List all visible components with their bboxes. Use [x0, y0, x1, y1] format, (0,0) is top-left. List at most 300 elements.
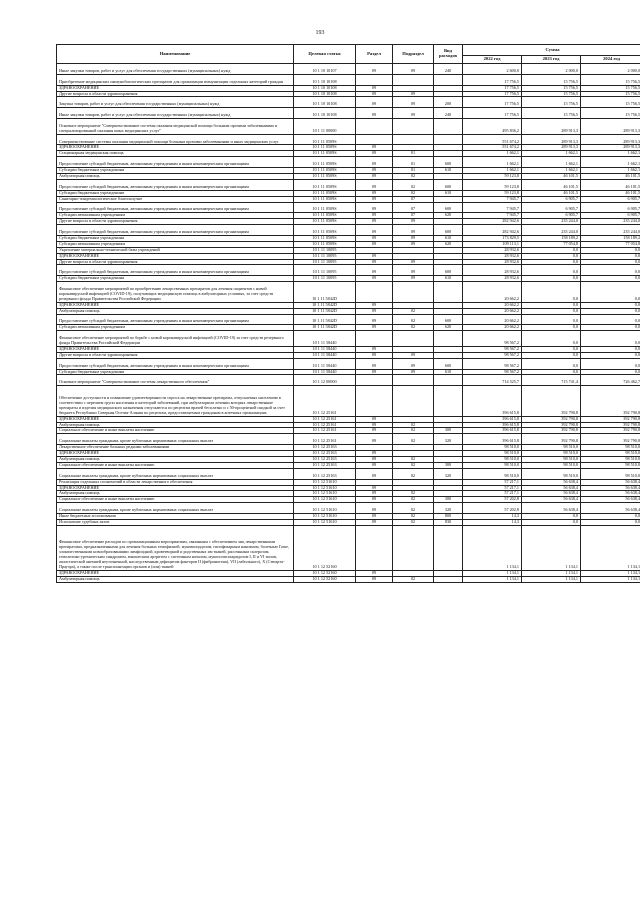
- row-target-code: 10 1 12 25163: [294, 451, 356, 457]
- row-target-code: 10 1 10 10108: [294, 91, 356, 97]
- row-section: [356, 74, 393, 85]
- row-sum-2022: 17 756,5: [463, 108, 522, 119]
- row-sum-2022: 98 567,2: [463, 358, 522, 369]
- row-name: Амбулаторная помощь: [57, 422, 294, 428]
- row-subsection: 02: [393, 468, 434, 479]
- row-sum-2022: 551 674,2: [463, 145, 522, 151]
- row-sum-2023: 1 662,1: [522, 157, 581, 168]
- row-sum-2023: 0,0: [522, 314, 581, 325]
- row-target-code: 10 1 12 51610: [294, 485, 356, 491]
- row-subsection: 02: [393, 503, 434, 514]
- row-name: Амбулаторная помощь: [57, 491, 294, 497]
- row-sum-2023: 0,0: [522, 282, 581, 303]
- row-subsection: [393, 74, 434, 85]
- table-row: [57, 202, 640, 213]
- table-row: [57, 386, 640, 416]
- row-section: 09: [356, 91, 393, 97]
- row-sum-2023: 77 054,8: [522, 241, 581, 247]
- row-target-code: 10 1 12 25163: [294, 445, 356, 451]
- row-target-code: 10 1 12 25161: [294, 434, 356, 445]
- row-target-code: 10 1 11 00000: [294, 119, 356, 135]
- table-row: [57, 64, 640, 75]
- row-name: ЗДРАВООХРАНЕНИЕ: [57, 451, 294, 457]
- row-name: Закупка товаров, работ и услуг для обеспечения государственных (муниципальных) нужд: [57, 97, 294, 108]
- row-kind: [434, 375, 463, 386]
- row-sum-2023: 0,0: [522, 276, 581, 282]
- row-sum-2024: 56 638,4: [581, 479, 640, 485]
- row-target-code: 10 1 11 10095: [294, 247, 356, 253]
- row-sum-2023: 6 905,7: [522, 196, 581, 202]
- row-section: 09: [356, 168, 393, 174]
- row-section: 09: [356, 497, 393, 503]
- row-kind: [434, 74, 463, 85]
- row-name: Амбулаторная помощь: [57, 576, 294, 582]
- row-name: Субсидии бюджетным учреждениям: [57, 276, 294, 282]
- table-row: [57, 525, 640, 570]
- row-name: Другие вопросы в области здравоохранения: [57, 91, 294, 97]
- row-sum-2022: 282 942,6: [463, 225, 522, 236]
- row-sum-2022: 551 674,2: [463, 134, 522, 145]
- row-sum-2023: 56 638,4: [522, 479, 581, 485]
- row-sum-2023: 46 101,5: [522, 179, 581, 190]
- row-target-code: 10 1 11 0509S: [294, 157, 356, 168]
- row-target-code: 10 1 12 51610: [294, 519, 356, 525]
- row-kind: 620: [434, 325, 463, 331]
- row-kind: 320: [434, 434, 463, 445]
- row-sum-2023: 98 510,0: [522, 456, 581, 462]
- row-sum-2022: 57 217,1: [463, 485, 522, 491]
- row-target-code: 10 1 11 0509S: [294, 225, 356, 236]
- row-subsection: 02: [393, 174, 434, 180]
- row-section: 09: [356, 416, 393, 422]
- row-sum-2023: 0,0: [522, 302, 581, 308]
- header-name: Наименование: [57, 45, 294, 64]
- row-section: 09: [356, 253, 393, 259]
- row-target-code: 10 1 11 5842D: [294, 302, 356, 308]
- row-target-code: 10 1 11 58440: [294, 358, 356, 369]
- row-sum-2024: 0,0: [581, 276, 640, 282]
- row-sum-2023: 235 244,0: [522, 225, 581, 236]
- row-sum-2024: 2 000,0: [581, 64, 640, 75]
- row-section: [356, 375, 393, 386]
- row-target-code: 10 1 11 0509S: [294, 190, 356, 196]
- row-section: 09: [356, 190, 393, 196]
- row-section: 09: [356, 202, 393, 213]
- row-target-code: 10 1 10 10108: [294, 74, 356, 85]
- row-sum-2022: 20 662,2: [463, 282, 522, 303]
- row-sum-2023: 56 638,4: [522, 485, 581, 491]
- row-section: [356, 119, 393, 135]
- row-section: 09: [356, 151, 393, 157]
- header-year-2024: 2024 год: [581, 56, 640, 64]
- row-sum-2022: 98 510,0: [463, 462, 522, 468]
- row-sum-2022: 20 662,2: [463, 302, 522, 308]
- table-row: [57, 108, 640, 119]
- row-sum-2023: 98 510,0: [522, 445, 581, 451]
- row-subsection: 09: [393, 97, 434, 108]
- row-name: Укрепление материально-технической базы учреждений: [57, 247, 294, 253]
- row-kind: 610: [434, 190, 463, 196]
- header-kind: Вид расходов: [434, 45, 463, 64]
- row-sum-2022: 98 510,0: [463, 451, 522, 457]
- row-sum-2022: 7 945,7: [463, 213, 522, 219]
- row-sum-2022: 98 510,0: [463, 445, 522, 451]
- row-name: Предоставление субсидий бюджетным, автономным учреждениям и иным некоммерческим организациям: [57, 157, 294, 168]
- row-section: 09: [356, 308, 393, 314]
- row-sum-2023: 0,0: [522, 346, 581, 352]
- row-name: Предоставление субсидий бюджетным, автономным учреждениям и иным некоммерческим организациям: [57, 202, 294, 213]
- row-subsection: 09: [393, 64, 434, 75]
- row-section: 09: [356, 276, 393, 282]
- row-section: [356, 282, 393, 303]
- row-sum-2024: 0,0: [581, 253, 640, 259]
- row-kind: 240: [434, 64, 463, 75]
- row-section: 09: [356, 265, 393, 276]
- row-sum-2022: 28 932,6: [463, 247, 522, 253]
- row-sum-2023: 15 756,5: [522, 91, 581, 97]
- row-name: Финансовое обеспечение мероприятий по борьбе с новой коронавирусной инфекцией (COVID-19) за счет средств резервного фонда Правительства Российской Федерации: [57, 331, 294, 347]
- row-section: 09: [356, 314, 393, 325]
- row-target-code: 10 1 12 25161: [294, 422, 356, 428]
- row-section: 09: [356, 108, 393, 119]
- row-kind: 240: [434, 108, 463, 119]
- row-sum-2022: 57 202,8: [463, 503, 522, 514]
- row-sum-2022: 714 525,7: [463, 375, 522, 386]
- row-sum-2024: 0,0: [581, 352, 640, 358]
- row-section: 09: [356, 219, 393, 225]
- row-kind: [434, 525, 463, 570]
- table-row: [57, 97, 640, 108]
- row-section: 09: [356, 576, 393, 582]
- row-name: Иные закупки товаров, работ и услуг для обеспечения государственных (муниципальных) нужд: [57, 64, 294, 75]
- row-name: Амбулаторная помощь: [57, 456, 294, 462]
- row-target-code: 10 1 11 58440: [294, 331, 356, 347]
- row-sum-2022: 17 756,5: [463, 85, 522, 91]
- row-name: Лекарственное обеспечение больных редкими заболеваниями: [57, 445, 294, 451]
- row-target-code: 10 1 12 25161: [294, 416, 356, 422]
- row-subsection: 09: [393, 259, 434, 265]
- row-kind: 610: [434, 168, 463, 174]
- row-sum-2022: 98 567,2: [463, 352, 522, 358]
- header-section: Раздел: [356, 45, 393, 64]
- row-sum-2022: 173 829,5: [463, 235, 522, 241]
- row-name: Другие вопросы в области здравоохранения: [57, 259, 294, 265]
- table-row: [57, 134, 640, 145]
- row-name: Стационарная медицинская помощь: [57, 151, 294, 157]
- row-subsection: 02: [393, 325, 434, 331]
- row-target-code: 10 1 11 10095: [294, 253, 356, 259]
- table-row: [57, 265, 640, 276]
- row-sum-2023: 98 510,0: [522, 462, 581, 468]
- row-sum-2022: 1 134,1: [463, 570, 522, 576]
- row-subsection: 09: [393, 91, 434, 97]
- row-sum-2023: 15 756,5: [522, 97, 581, 108]
- row-sum-2023: 392 790,8: [522, 422, 581, 428]
- row-target-code: 10 1 11 5842D: [294, 308, 356, 314]
- row-name: Финансовое обеспечение мероприятий по приобретению лекарственных препаратов для лечения пациентов с новой коронавирусной инфекцией (COVID-19), получающих медицинскую помощь в амбулаторных условиях, за счет средств резервного фонда Правительства Российской Федерации: [57, 282, 294, 303]
- row-subsection: 02: [393, 462, 434, 468]
- row-section: 09: [356, 174, 393, 180]
- row-sum-2022: 1 134,1: [463, 576, 522, 582]
- row-sum-2024: 392 790,8: [581, 428, 640, 434]
- row-section: 09: [356, 241, 393, 247]
- row-sum-2023: 0,0: [522, 308, 581, 314]
- row-sum-2022: 28 932,6: [463, 276, 522, 282]
- row-target-code: 10 1 11 0509S: [294, 196, 356, 202]
- row-section: 09: [356, 485, 393, 491]
- row-kind: 320: [434, 468, 463, 479]
- row-sum-2022: 17 756,5: [463, 97, 522, 108]
- row-sum-2024: 6 905,7: [581, 196, 640, 202]
- row-subsection: 09: [393, 225, 434, 236]
- table-row: [57, 282, 640, 303]
- row-sum-2022: 17 756,5: [463, 74, 522, 85]
- table-row: [57, 375, 640, 386]
- row-sum-2023: 56 638,4: [522, 497, 581, 503]
- row-sum-2024: 0,0: [581, 265, 640, 276]
- row-target-code: 10 1 11 0509S: [294, 179, 356, 190]
- row-name: Предоставление субсидий бюджетным, автономным учреждениям и иным некоммерческим организациям: [57, 225, 294, 236]
- row-name: ЗДРАВООХРАНЕНИЕ: [57, 416, 294, 422]
- row-sum-2024: 0,0: [581, 259, 640, 265]
- row-name: Предоставление субсидий бюджетным, автономным учреждениям и иным некоммерческим организациям: [57, 358, 294, 369]
- row-subsection: 09: [393, 108, 434, 119]
- row-subsection: 02: [393, 576, 434, 582]
- row-kind: 320: [434, 503, 463, 514]
- row-subsection: 02: [393, 179, 434, 190]
- row-subsection: [393, 331, 434, 347]
- row-sum-2023: 56 638,4: [522, 491, 581, 497]
- row-sum-2024: 392 790,8: [581, 434, 640, 445]
- row-name: Субсидии бюджетным учреждениям: [57, 190, 294, 196]
- row-target-code: 10 1 11 10095: [294, 265, 356, 276]
- row-name: Приобретение медицинских иммунобиологических препаратов для организации иммунизации отдельных категорий граждан: [57, 74, 294, 85]
- row-sum-2022: 20 662,2: [463, 325, 522, 331]
- row-kind: 600: [434, 265, 463, 276]
- row-target-code: 10 1 12 25163: [294, 468, 356, 479]
- row-section: 09: [356, 97, 393, 108]
- row-target-code: 10 1 12 52160: [294, 525, 356, 570]
- row-target-code: 10 1 11 5842D: [294, 325, 356, 331]
- row-sum-2023: 0,0: [522, 259, 581, 265]
- row-name: Предоставление субсидий бюджетным, автономным учреждениям и иным некоммерческим организациям: [57, 314, 294, 325]
- row-target-code: 10 1 12 51610: [294, 503, 356, 514]
- row-name: Обеспечение доступности и повышение удовлетворенности спроса на лекарственные препараты, отпускаемых населению в соответствии с перечнем групп населения и категорий заболеваний, при амбулаторном лечении которых лекарственные препараты и изделия медицинского назначения отпускаются по рецептам врачей бесплатно и с 50-процентной скидкой за счет бюджета Республики Северная Осетия-Алания по рецептам, предоставляемым гражданам в аптечных организациях: [57, 386, 294, 416]
- row-kind: 300: [434, 497, 463, 503]
- row-sum-2022: 98 567,2: [463, 346, 522, 352]
- row-sum-2022: 28 932,6: [463, 259, 522, 265]
- row-sum-2024: 15 756,5: [581, 108, 640, 119]
- row-sum-2022: 1 662,1: [463, 151, 522, 157]
- row-target-code: 10 1 12 51610: [294, 491, 356, 497]
- row-subsection: 09: [393, 241, 434, 247]
- row-subsection: 07: [393, 196, 434, 202]
- row-target-code: 10 1 12 25163: [294, 456, 356, 462]
- row-name: Субсидии автономным учреждениям: [57, 241, 294, 247]
- row-subsection: 02: [393, 422, 434, 428]
- row-sum-2024: 15 756,5: [581, 74, 640, 85]
- row-section: 09: [356, 196, 393, 202]
- row-name: Реализация отдельных полномочий в области лекарственного обеспечения: [57, 479, 294, 485]
- row-sum-2024: 392 790,8: [581, 422, 640, 428]
- row-sum-2022: 396 615,8: [463, 386, 522, 416]
- row-name: ЗДРАВООХРАНЕНИЕ: [57, 145, 294, 151]
- row-section: 09: [356, 145, 393, 151]
- table-row: [57, 358, 640, 369]
- row-kind: 600: [434, 179, 463, 190]
- row-target-code: 10 1 11 0509S: [294, 213, 356, 219]
- row-subsection: 07: [393, 213, 434, 219]
- row-sum-2022: 495 836,2: [463, 119, 522, 135]
- row-sum-2024: 98 510,0: [581, 468, 640, 479]
- row-sum-2023: 289 913,3: [522, 119, 581, 135]
- row-sum-2023: 98 510,0: [522, 468, 581, 479]
- row-sum-2024: 15 756,5: [581, 91, 640, 97]
- row-subsection: 09: [393, 276, 434, 282]
- page-number: 193: [315, 30, 325, 36]
- row-kind: 830: [434, 519, 463, 525]
- row-section: 09: [356, 325, 393, 331]
- table-row: [57, 314, 640, 325]
- row-sum-2024: 0,0: [581, 302, 640, 308]
- row-sum-2024: 0,0: [581, 358, 640, 369]
- row-sum-2024: 15 756,5: [581, 97, 640, 108]
- row-kind: 600: [434, 314, 463, 325]
- row-sum-2024: 1 662,1: [581, 151, 640, 157]
- row-sum-2022: 1 662,1: [463, 157, 522, 168]
- row-sum-2024: 1 662,1: [581, 157, 640, 168]
- row-sum-2022: 1 662,1: [463, 168, 522, 174]
- row-name: Субсидии бюджетным учреждениям: [57, 235, 294, 241]
- row-section: 09: [356, 519, 393, 525]
- row-sum-2024: 392 790,8: [581, 416, 640, 422]
- row-target-code: 10 1 12 25161: [294, 386, 356, 416]
- row-section: [356, 386, 393, 416]
- row-name: Предоставление субсидий бюджетным, автономным учреждениям и иным некоммерческим организациям: [57, 179, 294, 190]
- row-sum-2024: 726 462,7: [581, 375, 640, 386]
- row-name: Социальные выплаты гражданам, кроме публичных нормативных социальных выплат: [57, 503, 294, 514]
- row-sum-2024: 6 905,7: [581, 213, 640, 219]
- row-target-code: 10 1 11 0509S: [294, 151, 356, 157]
- row-kind: [434, 386, 463, 416]
- row-target-code: 10 1 11 5842D: [294, 314, 356, 325]
- row-name: Социальное обеспечение и иные выплаты населению: [57, 428, 294, 434]
- row-sum-2023: 392 790,8: [522, 434, 581, 445]
- row-subsection: [393, 386, 434, 416]
- table-row: [57, 576, 640, 582]
- row-sum-2022: 57 217,1: [463, 491, 522, 497]
- row-sum-2023: 1 134,1: [522, 570, 581, 576]
- row-section: [356, 525, 393, 570]
- row-sum-2024: 289 913,3: [581, 134, 640, 145]
- row-sum-2024: 98 510,0: [581, 445, 640, 451]
- row-subsection: [393, 375, 434, 386]
- row-sum-2024: 46 101,5: [581, 174, 640, 180]
- row-sum-2024: 56 638,4: [581, 491, 640, 497]
- row-kind: 600: [434, 225, 463, 236]
- row-name: ЗДРАВООХРАНЕНИЕ: [57, 253, 294, 259]
- row-sum-2022: 59 123,8: [463, 179, 522, 190]
- row-sum-2024: 0,0: [581, 519, 640, 525]
- row-name: Субсидии бюджетным учреждениям: [57, 168, 294, 174]
- row-subsection: 01: [393, 157, 434, 168]
- row-sum-2024: 0,0: [581, 331, 640, 347]
- row-sum-2022: 57 202,8: [463, 497, 522, 503]
- header-sum: Сумма: [463, 45, 640, 56]
- row-sum-2023: 0,0: [522, 514, 581, 520]
- row-target-code: 10 1 11 58440: [294, 346, 356, 352]
- row-target-code: 10 1 10 10108: [294, 97, 356, 108]
- row-kind: 600: [434, 202, 463, 213]
- row-name: Социальное обеспечение и иные выплаты населению: [57, 497, 294, 503]
- row-section: 09: [356, 451, 393, 457]
- row-target-code: 10 1 11 58440: [294, 352, 356, 358]
- row-sum-2024: 0,0: [581, 308, 640, 314]
- row-section: 09: [356, 225, 393, 236]
- row-section: 09: [356, 428, 393, 434]
- row-section: 09: [356, 369, 393, 375]
- row-kind: [434, 331, 463, 347]
- row-sum-2023: 0,0: [522, 253, 581, 259]
- row-sum-2022: 14,3: [463, 519, 522, 525]
- row-kind: 300: [434, 428, 463, 434]
- row-sum-2023: 0,0: [522, 325, 581, 331]
- row-target-code: 10 1 11 10095: [294, 259, 356, 265]
- row-sum-2022: 396 615,8: [463, 434, 522, 445]
- row-subsection: 02: [393, 428, 434, 434]
- row-section: 09: [356, 352, 393, 358]
- row-kind: 600: [434, 358, 463, 369]
- row-sum-2024: 392 790,8: [581, 386, 640, 416]
- row-target-code: 10 1 12 52160: [294, 570, 356, 576]
- row-kind: [434, 576, 463, 582]
- row-sum-2022: 98 510,0: [463, 456, 522, 462]
- row-target-code: 10 1 11 58440: [294, 369, 356, 375]
- table-row: [57, 434, 640, 445]
- row-sum-2022: 396 615,8: [463, 428, 522, 434]
- row-subsection: [393, 282, 434, 303]
- row-subsection: 01: [393, 168, 434, 174]
- row-subsection: 02: [393, 456, 434, 462]
- row-sum-2022: 1 134,1: [463, 525, 522, 570]
- row-section: 09: [356, 179, 393, 190]
- row-sum-2022: 98 567,2: [463, 331, 522, 347]
- table-row: [57, 225, 640, 236]
- row-sum-2023: 1 134,1: [522, 525, 581, 570]
- row-sum-2022: 2 600,0: [463, 64, 522, 75]
- row-sum-2022: 7 945,7: [463, 202, 522, 213]
- row-section: 09: [356, 358, 393, 369]
- row-subsection: [393, 525, 434, 570]
- row-name: Исполнение судебных актов: [57, 519, 294, 525]
- row-sum-2023: 0,0: [522, 331, 581, 347]
- table-row: [57, 74, 640, 85]
- row-sum-2024: 0,0: [581, 369, 640, 375]
- row-sum-2023: 6 905,7: [522, 202, 581, 213]
- row-name: Другие вопросы в области здравоохранения: [57, 352, 294, 358]
- row-sum-2022: 14,3: [463, 514, 522, 520]
- row-sum-2023: 15 756,5: [522, 85, 581, 91]
- row-section: 09: [356, 235, 393, 241]
- row-subsection: [393, 119, 434, 135]
- row-target-code: 10 1 12 52160: [294, 576, 356, 582]
- row-subsection: [393, 134, 434, 145]
- row-section: 09: [356, 85, 393, 91]
- row-sum-2024: 235 244,0: [581, 225, 640, 236]
- row-kind: 610: [434, 276, 463, 282]
- row-sum-2024: 56 638,4: [581, 485, 640, 491]
- row-section: 09: [356, 157, 393, 168]
